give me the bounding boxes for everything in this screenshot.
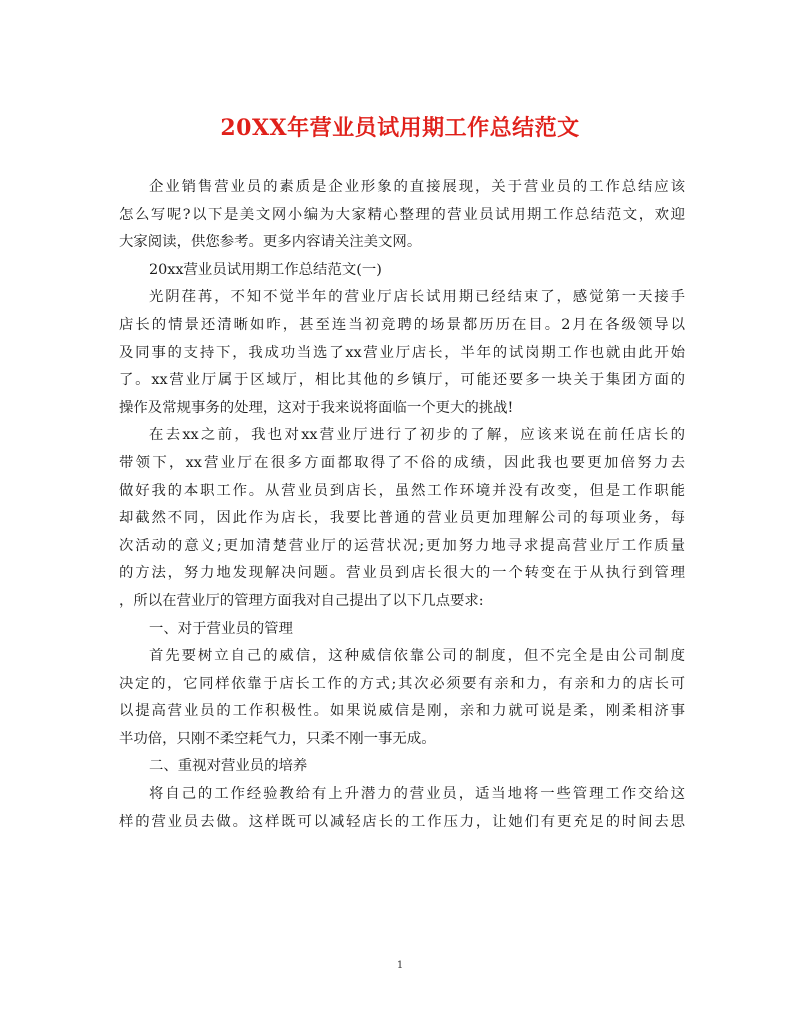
- text-line: 做好我的本职工作。从营业员到店长，虽然工作环境并没有改变，但是工作职能: [119, 482, 685, 499]
- text-line: 的方法，努力地发现解决问题。营业员到店长很大的一个转变在于从执行到管理: [119, 565, 685, 582]
- text-line: 怎么写呢?以下是美文网小编为大家精心整理的营业员试用期工作总结范文，欢迎: [119, 206, 685, 223]
- text-line: 企业销售营业员的素质是企业形象的直接展现，关于营业员的工作总结应该: [149, 179, 685, 195]
- text-line: 决定的，它同样依靠于店长工作的方式;其次必须要有亲和力，有亲和力的店长可: [119, 675, 685, 692]
- page-number: 1: [396, 960, 404, 971]
- text-line: 光阴荏苒，不知不觉半年的营业厅店长试用期已经结束了，感觉第一天接手: [149, 289, 685, 306]
- text-line: 带领下，xx营业厅在很多方面都取得了不俗的成绩，因此我也要更加倍努力去: [119, 454, 685, 471]
- text-line: 在去xx之前，我也对xx营业厅进行了初步的了解，应该来说在前任店长的: [149, 427, 685, 444]
- text-line: ，所以在营业厅的管理方面我对自己提出了以下几点要求:: [119, 592, 484, 609]
- document-title: 20XX年营业员试用期工作总结范文: [220, 115, 580, 141]
- text-line: 却截然不同，因此作为店长，我要比普通的营业员更加理解公司的每项业务，每: [119, 510, 685, 527]
- section-heading: 20xx营业员试用期工作总结范文(一): [149, 261, 382, 278]
- text-line: 以提高营业员的工作积极性。如果说威信是刚，亲和力就可说是柔，刚柔相济事: [119, 703, 685, 720]
- text-line: 将自己的工作经验教给有上升潜力的营业员，适当地将一些管理工作交给这: [149, 786, 685, 803]
- section-heading: 一、对于营业员的管理: [149, 620, 293, 637]
- text-line: 大家阅读，供您参考。更多内容请关注美文网。: [119, 234, 422, 251]
- text-line: 次活动的意义;更加清楚营业厅的运营状况;更加努力地寻求提高营业厅工作质量: [119, 537, 685, 554]
- text-line: 了。xx营业厅属于区域厅，相比其他的乡镇厅，可能还要多一块关于集团方面的: [119, 372, 685, 389]
- text-line: 首先要树立自己的威信，这种威信依靠公司的制度，但不完全是由公司制度: [149, 648, 685, 665]
- document-body: [119, 174, 685, 836]
- text-line: 店长的情景还清晰如昨，甚至连当初竞聘的场景都历历在目。2月在各级领导以: [119, 316, 685, 333]
- text-line: 样的营业员去做。这样既可以减轻店长的工作压力，让她们有更充足的时间去思: [119, 813, 685, 830]
- text-line: 操作及常规事务的处理，这对于我来说将面临一个更大的挑战!: [119, 399, 514, 416]
- text-line: 及同事的支持下，我成功当选了xx营业厅店长，半年的试岗期工作也就由此开始: [119, 344, 685, 361]
- text-line: 半功倍，只刚不柔空耗气力，只柔不刚一事无成。: [119, 730, 436, 747]
- section-heading: 二、重视对营业员的培养: [149, 758, 308, 775]
